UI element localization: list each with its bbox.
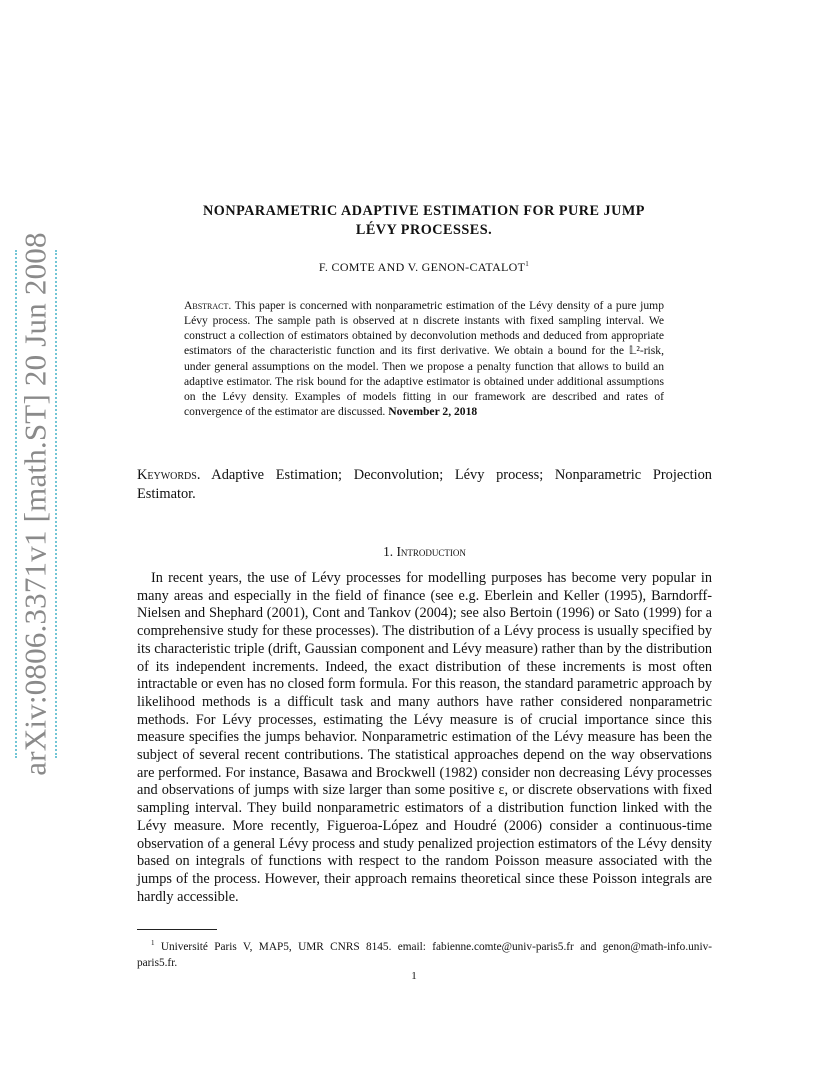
footnote-mark: 1 (151, 939, 155, 947)
section-heading (137, 544, 712, 560)
intro-paragraph: In recent years, the use of Lévy processes for modelling purposes has become very popular in many areas and especially in the field of finance (see e.g. Eberlein and Keller (1995), Barndorff-Nielsen and Shephard (2001), Cont and Tankov (2004); see also Bertoin (1996) or Sato (1999) for a comprehensive study for these processes). The distribution of a Lévy process is usually specified by its characteristic triple (drift, Gaussian component and Lévy measure) rather than by the distribution of its independent increments. Indeed, the exact distribution of these increments is most often intractable or even has no closed form formula. For this reason, the standard parametric approach by likelihood methods is a difficult task and many authors have rather considered nonparametric methods. For Lévy processes, estimating the Lévy measure is of crucial importance since this measure specifies the jumps behavior. Nonparametric estimation of the Lévy measure has been the subject of several recent contributions. The statistical approaches depend on the way observations are performed. For instance, Basawa and Brockwell (1982) consider non decreasing Lévy processes and observations of jumps with size larger than some positive ε, or discrete observations with fixed sampling interval. They build nonparametric estimators of a distribution function linked with the Lévy measure. More recently, Figueroa-López and Houdré (2006) consider a continuous-time observation of a general Lévy process and study penalized projection estimators of the Lévy density based on integrals of functions with respect to the random Poisson measure associated with the jumps of the process. However, their approach remains theoretical since these Poisson integrals are hardly accessible. (137, 570, 712, 905)
paper-title (138, 202, 710, 240)
title-line-1: NONPARAMETRIC ADAPTIVE ESTIMATION FOR PURE JUMP (203, 203, 645, 219)
footnote-text: Université Paris V, MAP5, UMR CNRS 8145. email: fabienne.comte@univ-paris5.fr and genon@math-info.univ-paris5.fr. (137, 940, 712, 969)
abstract-label: Abstract. (184, 299, 232, 312)
abstract-text: This paper is concerned with nonparametric estimation of the Lévy density of a pure jump Lévy process. The sample path is observed at n discrete instants with fixed sampling interval. We construct a collection of estimators obtained by deconvolution methods and deduced from appropriate estimators of the characteristic function and its first derivative. We obtain a bound for the 𝕃²-risk, under general assumptions on the model. Then we propose a penalty function that allows to build an adaptive estimator. The risk bound for the adaptive estimator is obtained under additional assumptions on the Lévy density. Examples of models fitting in our framework are described and rates of convergence of the estimator are discussed. (184, 299, 664, 419)
keywords-label: Keywords. (137, 467, 201, 483)
keywords-text: Adaptive Estimation; Deconvolution; Lévy process; Nonparametric Projection Estimator. (137, 467, 712, 502)
footnote (137, 935, 712, 971)
keywords (137, 466, 712, 504)
section-title: Introduction (396, 544, 466, 559)
footnote-rule (137, 929, 217, 930)
abstract (184, 298, 664, 419)
abstract-date: November 2, 2018 (388, 405, 478, 419)
arxiv-identifier: arXiv:0806.3371v1 [math.ST] 20 Jun 2008 (18, 232, 53, 776)
author-footnote-mark: 1 (525, 260, 530, 268)
authors (138, 260, 710, 275)
section-number: 1. (383, 544, 394, 559)
page-number: 1 (411, 970, 417, 982)
title-line-2: LÉVY PROCESSES. (355, 222, 493, 238)
author-names: F. COMTE AND V. GENON-CATALOT (318, 260, 526, 274)
arxiv-side-stamp (15, 232, 57, 776)
